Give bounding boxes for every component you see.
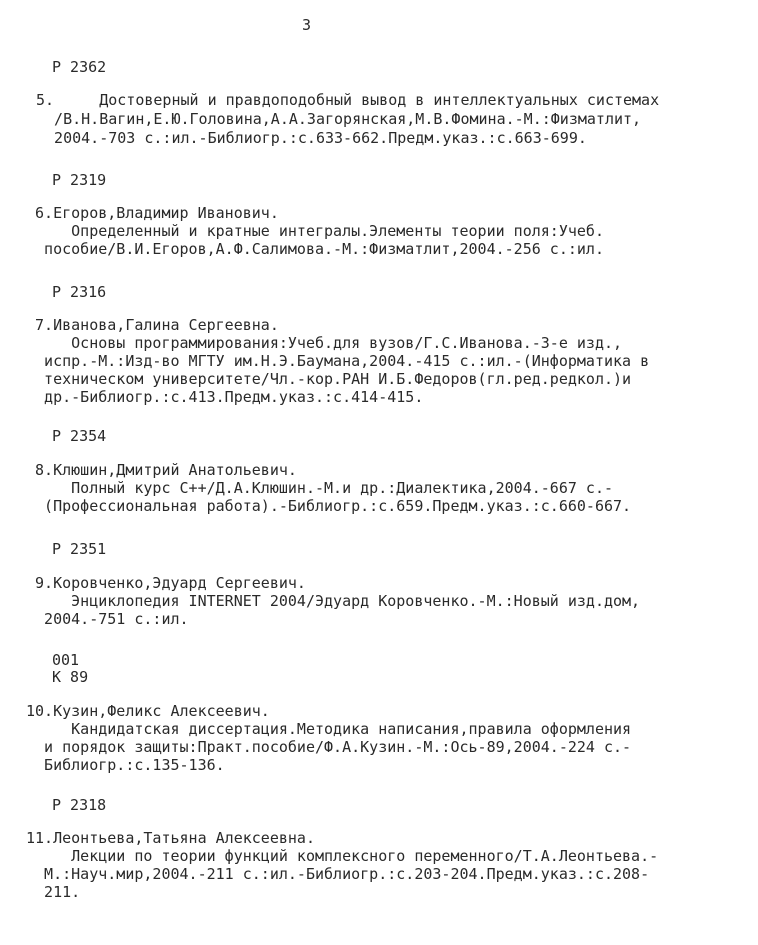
shelf-code: Р 2351: [52, 540, 107, 558]
entry-line: 211.: [26, 883, 81, 901]
entry-line: Определенный и кратные интегралы.Элементы теории поля:Учеб.: [26, 222, 604, 240]
entry-line: техническом университете/Чл.-кор.РАН И.Б.Федоров(гл.ред.редкол.)и: [26, 370, 632, 388]
shelf-code: Р 2316: [52, 283, 107, 301]
shelf-code: Р 2354: [52, 427, 107, 445]
entry-line: 8.Клюшин,Дмитрий Анатольевич.: [26, 461, 297, 479]
entry-line: пособие/В.И.Егоров,А.Ф.Салимова.-М.:Физматлит,2004.-256 с.:ил.: [26, 240, 604, 258]
entry-line: 2004.-703 с.:ил.-Библиогр.:с.633-662.Предм.указ.:с.663-699.: [36, 129, 587, 147]
entry-line: /В.Н.Вагин,Е.Ю.Головина,А.А.Загорянская,М.В.Фомина.-М.:Физматлит,: [36, 110, 642, 128]
entry-line: 9.Коровченко,Эдуард Сергеевич.: [26, 574, 306, 592]
entry-line: Полный курс С++/Д.А.Клюшин.-М.и др.:Диалектика,2004.-667 с.-: [26, 479, 613, 497]
page-number: 3: [302, 16, 312, 34]
entry-line: 10.Кузин,Феликс Алексеевич.: [26, 702, 270, 720]
entry-line: Библиогр.:с.135-136.: [26, 756, 225, 774]
shelf-code: 001 К 89: [52, 651, 89, 686]
shelf-code: Р 2318: [52, 796, 107, 814]
entry-line: Кандидатская диссертация.Методика написания,правила оформления: [26, 720, 632, 738]
entry-line: 11.Леонтьева,Татьяна Алексеевна.: [26, 829, 315, 847]
entry-line: (Профессиональная работа).-Библиогр.:с.659.Предм.указ.:с.660-667.: [26, 497, 632, 515]
entry-line: 2004.-751 с.:ил.: [26, 610, 189, 628]
entry-line: др.-Библиогр.:с.413.Предм.указ.:с.414-415.: [26, 388, 424, 406]
shelf-code: Р 2319: [52, 171, 107, 189]
entry-line: 7.Иванова,Галина Сергеевна.: [26, 316, 279, 334]
entry-line: Энциклопедия INTERNET 2004/Эдуард Коровченко.-М.:Новый изд.дом,: [26, 592, 641, 610]
shelf-code: Р 2362: [52, 58, 107, 76]
entry-line: Лекции по теории функций комплексного переменного/Т.А.Леонтьева.-: [26, 847, 659, 865]
entry-line: 6.Егоров,Владимир Иванович.: [26, 204, 279, 222]
entry-line: и порядок защиты:Практ.пособие/Ф.А.Кузин.-М.:Ось-89,2004.-224 с.-: [26, 738, 632, 756]
entry-line: Основы программирования:Учеб.для вузов/Г.С.Иванова.-3-е изд.,: [26, 334, 623, 352]
entry-line: 5. Достоверный и правдоподобный вывод в интеллектуальных системах: [36, 91, 660, 109]
entry-line: испр.-М.:Изд-во МГТУ им.Н.Э.Баумана,2004.-415 с.:ил.-(Информатика в: [26, 352, 650, 370]
entry-line: М.:Науч.мир,2004.-211 с.:ил.-Библиогр.:с.203-204.Предм.указ.:с.208-: [26, 865, 650, 883]
